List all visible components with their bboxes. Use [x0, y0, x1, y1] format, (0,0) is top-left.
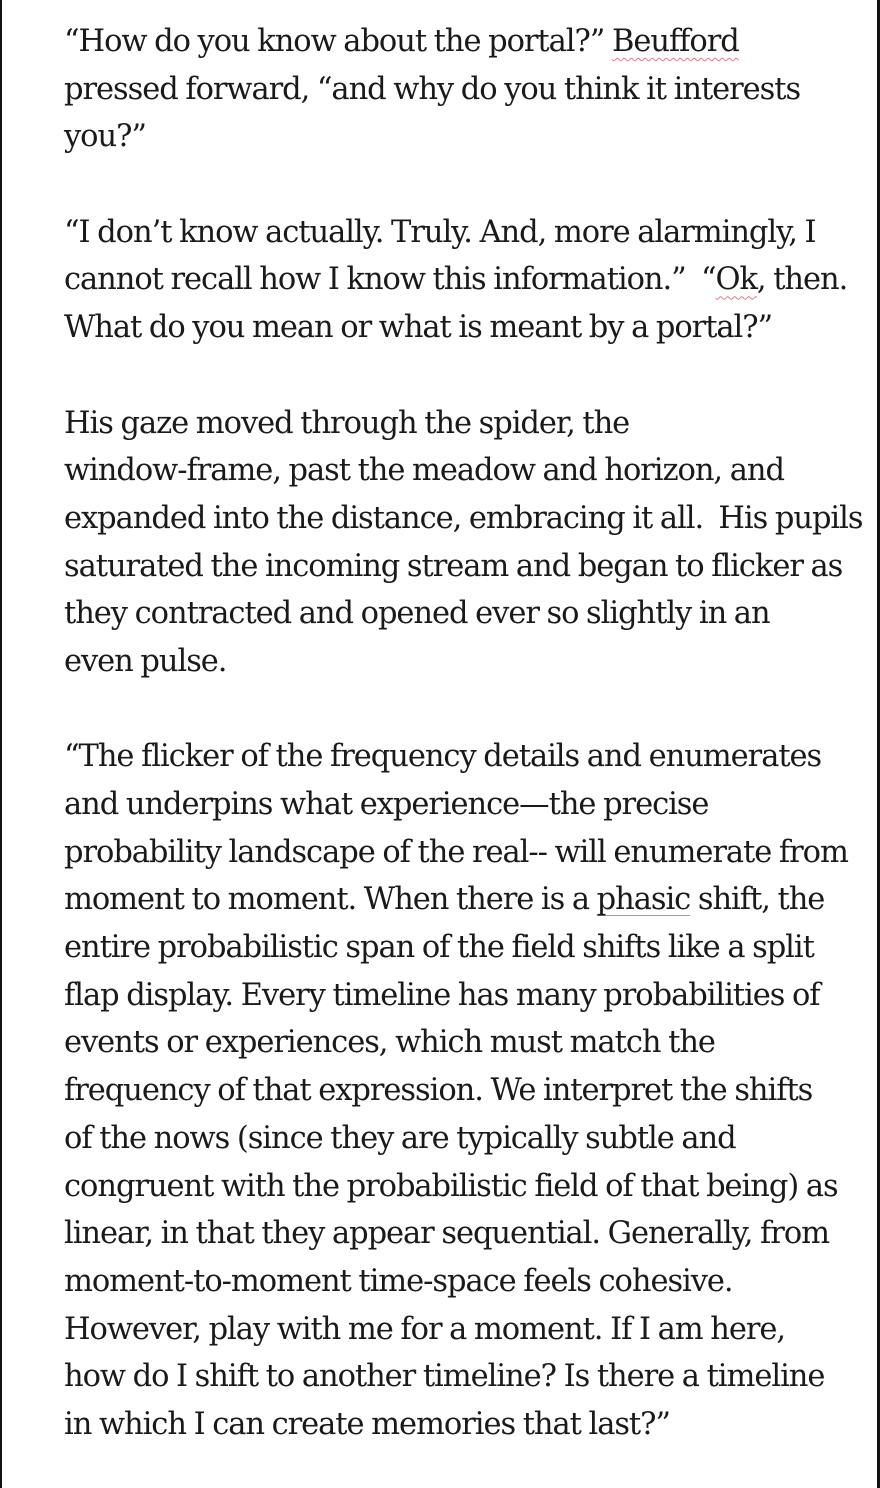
paragraph-gap [64, 686, 824, 734]
text-run: probability landscape of the real-- will enumerate from [64, 834, 848, 870]
text-run: , then. [756, 262, 848, 298]
text-line [64, 400, 824, 448]
text-line [64, 590, 824, 638]
text-line [64, 733, 824, 781]
text-run: flap display. Every timeline has many probabilities of [64, 977, 820, 1013]
text-run: His gaze moved through the spider, the [64, 405, 630, 441]
paragraph-gap [64, 161, 824, 209]
text-line [64, 543, 843, 591]
text-run: moment to moment. When there is a [64, 882, 597, 918]
text-run: they contracted and opened ever so slightly in an [64, 596, 770, 632]
spelling-flagged-word: Ok [715, 262, 757, 298]
text-run: “I don’t know actually. Truly. And, more alarmingly, I [64, 214, 816, 250]
text-run: window-frame, past the meadow and horizon, and [64, 453, 784, 489]
text-line [64, 924, 824, 972]
text-line [64, 304, 824, 352]
text-run: events or experiences, which must match the [64, 1025, 715, 1061]
text-run: pressed forward, “and why do you think it interests [64, 71, 801, 107]
text-run: “How do you know about the portal?” [64, 24, 612, 59]
text-run: shift, the [690, 882, 825, 918]
text-run: However, play with me for a moment. If I am here, [64, 1311, 786, 1347]
text-line [64, 113, 824, 161]
text-line [64, 1115, 824, 1163]
text-line [64, 495, 863, 543]
text-run: moment-to-moment time-space feels cohesive. [64, 1263, 733, 1299]
text-line [64, 1210, 830, 1258]
text-line [64, 638, 824, 686]
text-line [64, 972, 824, 1020]
text-line [64, 1163, 838, 1211]
text-run: cannot recall how I know this information.” “ [64, 262, 716, 298]
text-line [64, 256, 848, 304]
text-run: expanded into the distance, embracing it all. His pupils [64, 500, 863, 536]
text-line [64, 1019, 824, 1067]
paragraph [64, 400, 863, 686]
paragraph-gap [64, 352, 824, 400]
text-line [64, 1401, 824, 1449]
text-run: in which I can create memories that last?” [64, 1406, 670, 1442]
text-run: you?” [64, 119, 146, 155]
text-line [64, 1306, 824, 1354]
text-run: congruent with the probabilistic field of that being) as [64, 1168, 838, 1204]
text-run: “The flicker of the frequency details and enumerates [64, 739, 822, 775]
text-line [64, 1258, 824, 1306]
text-run: of the nows (since they are typically subtle and [64, 1120, 736, 1156]
paragraph [64, 18, 824, 161]
text-run: saturated the incoming stream and began to flicker as [64, 548, 843, 584]
text-run: entire probabilistic span of the field shifts like a split [64, 930, 814, 966]
text-line [64, 876, 824, 924]
text-line [64, 1067, 824, 1115]
text-line [64, 209, 824, 257]
text-run: even pulse. [64, 643, 227, 679]
text-run: and underpins what experience—the precise [64, 787, 709, 822]
paragraph [64, 209, 848, 352]
text-line [64, 781, 824, 829]
text-run: frequency of that expression. We interpret the shifts [64, 1073, 813, 1109]
grammar-flagged-word: phasic [596, 882, 691, 918]
text-line [64, 829, 848, 877]
document-body[interactable] [64, 18, 863, 1449]
text-line [64, 66, 824, 114]
text-line [64, 18, 824, 66]
text-run: What do you mean or what is meant by a portal?” [64, 310, 773, 346]
paragraph [64, 733, 848, 1448]
text-run: how do I shift to another timeline? Is there a timeline [64, 1359, 825, 1395]
text-line [64, 1353, 824, 1401]
text-run: linear, in that they appear sequential. Generally, from [64, 1216, 830, 1252]
spelling-flagged-word: Beufford [611, 24, 739, 59]
text-line [64, 447, 824, 495]
